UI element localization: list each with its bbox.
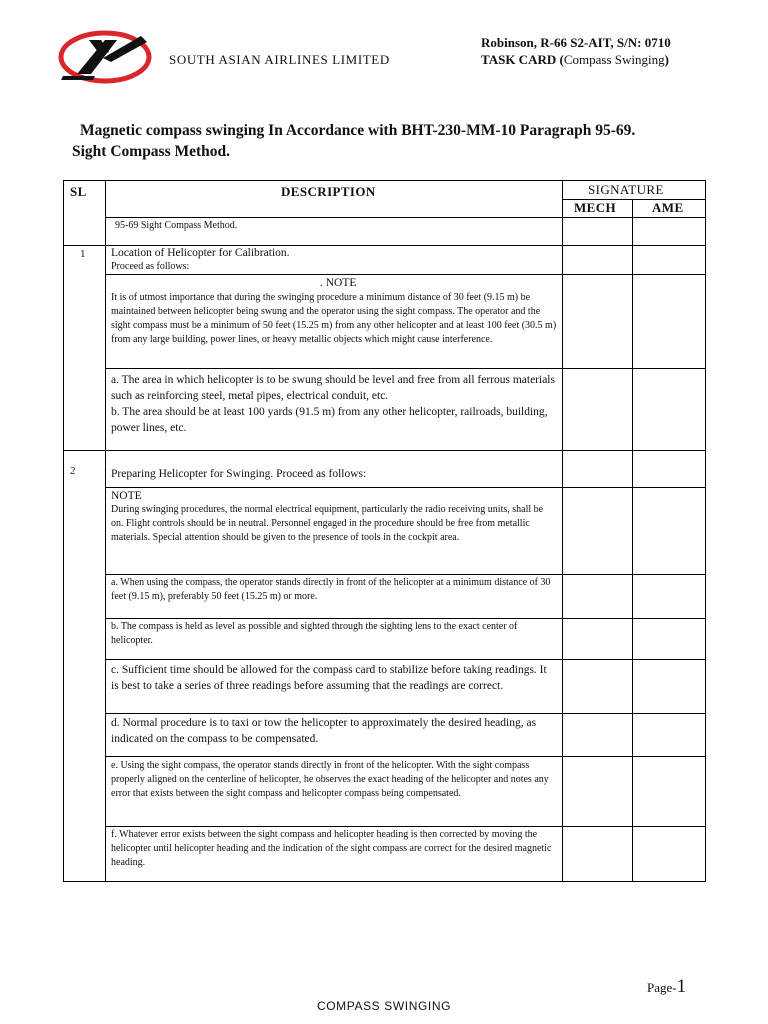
header-description: DESCRIPTION (281, 184, 376, 199)
row-2-item-d: d. Normal procedure is to taxi or tow the helicopter to approximately the desired heading, as indicated on the compass to be compensated. (111, 717, 537, 745)
section-title: 95-69 Sight Compass Method. (115, 220, 238, 231)
company-name: SOUTH ASIAN AIRLINES LIMITED (169, 52, 390, 67)
page-title (72, 120, 732, 162)
row-1-sl: 1 (80, 248, 86, 260)
header-mech: MECH (574, 200, 617, 215)
row-2-item-f: f. Whatever error exists between the sight compass and helicopter heading is then corrected by moving the helicopter until helicopter heading and the indication of the sight compass are correct for the desired magnetic heading. (111, 829, 552, 868)
row-2-title: Preparing Helicopter for Swinging. Proceed as follows: (111, 468, 367, 480)
row-1-title: Location of Helicopter for Calibration. (111, 247, 290, 259)
title-line-1: Magnetic compass swinging In Accordance with BHT-230-MM-10 Paragraph 95-69. (80, 122, 636, 139)
task-card-header (481, 34, 671, 68)
header-sl: SL (70, 184, 87, 199)
page-number: Page-1 (647, 976, 687, 997)
task-card-name: Compass Swinging (563, 52, 665, 67)
task-table (63, 180, 706, 882)
row-1-item-b: b. The area should be at least 100 yards (91.5 m) from any other helicopter, railroads, building, power lines, etc. (111, 406, 548, 434)
header-ame: AME (652, 200, 684, 215)
row-1-item-a: a. The area in which helicopter is to be swung should be level and free from all ferrous materials such as reinforcing steel, metal pipes, electrical conduit, etc. (111, 374, 555, 402)
row-1-subtitle: Proceed as follows: (111, 261, 190, 272)
row-2-item-e: e. Using the sight compass, the operator stands directly in front of the helicopter. With the sight compass properly aligned on the centerline of helicopter, he observes the exact heading of the helicopter and notes any error that exists between the sight compass and helicopter compass being compensated. (111, 760, 549, 799)
row-2-note-text: During swinging procedures, the normal electrical equipment, particularly the radio receiving units, shall be on. Flight controls should be in neutral. Personnel engaged in the procedure should be free from metallic materials. Special attention should be given to the presence of tools in the cockpit area. (111, 504, 544, 543)
row-2-item-c: c. Sufficient time should be allowed for the compass card to stabilize before taking readings. It is best to take a series of three readings before assuming that the readings are correct. (111, 664, 547, 692)
title-line-2: Sight Compass Method. (72, 143, 231, 160)
row-2-item-b: b. The compass is held as level as possible and sighted through the sighting lens to the exact center of helicopter. (111, 621, 518, 646)
row-2-item-a: a. When using the compass, the operator stands directly in front of the helicopter at a minimum distance of 30 feet (9.15 m), preferably 50 feet (15.25 m) or more. (111, 577, 551, 602)
row-2-note-label: NOTE (111, 490, 142, 502)
row-1-note-text: It is of utmost importance that during the swinging procedure a minimum distance of 30 feet (9.15 m) be maintained between helicopter being swung and the operator using the sight compass. The operator and the sight compass must be a minimum of 50 feet (15.25 m) from any other helicopter and at least 100 feet (30.5 m) from any large building, power lines, or heavy metallic objects which might cause interference. (111, 292, 557, 345)
row-1-note-label: . NOTE (320, 277, 357, 289)
airline-logo-icon (55, 22, 155, 92)
task-card-line: TASK CARD (Compass Swinging) (481, 52, 669, 67)
row-2-sl: 2 (70, 465, 76, 477)
footer-doc-name: COMPASS SWINGING (316, 999, 452, 1013)
header-signature: SIGNATURE (588, 182, 664, 197)
aircraft-info: Robinson, R-66 S2-AIT, S/N: 0710 (481, 35, 671, 50)
